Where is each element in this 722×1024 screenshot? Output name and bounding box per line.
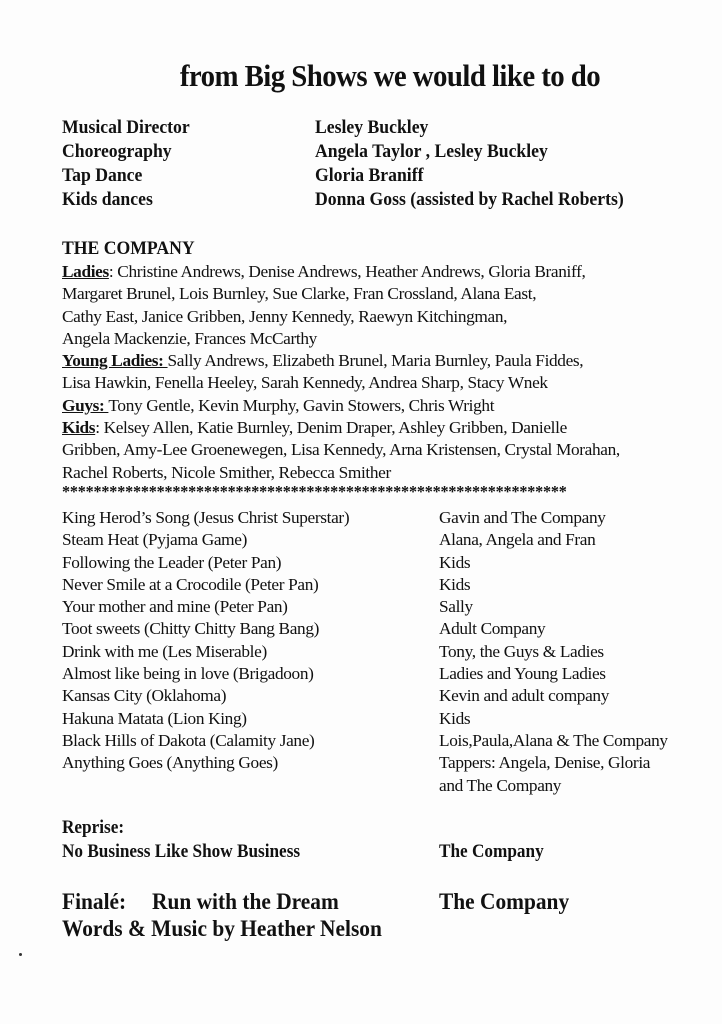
company-line bbox=[62, 283, 722, 305]
member-names: Tony Gentle, Kevin Murphy, Gavin Stowers, Chris Wright bbox=[108, 395, 495, 415]
finale-label: Finalé: bbox=[62, 889, 127, 914]
song-title: Hakuna Matata (Lion King) bbox=[62, 708, 247, 728]
member-names: : Christine Andrews, Denise Andrews, Heather Andrews, Gloria Braniff, bbox=[108, 262, 586, 281]
song-row bbox=[62, 618, 712, 640]
credit-row bbox=[62, 165, 702, 189]
song-row bbox=[62, 507, 712, 529]
song-title: Never Smile at a Crocodile (Peter Pan) bbox=[62, 574, 319, 594]
member-names: Lisa Hawkin, Fenella Heeley, Sarah Kennedy, Andrea Sharp, Stacy Wnek bbox=[62, 373, 548, 393]
song-row bbox=[62, 730, 712, 752]
company-heading-text: THE COMPANY bbox=[62, 238, 195, 259]
song-performer: Sally bbox=[439, 597, 473, 617]
credit-row bbox=[62, 189, 702, 213]
song-performer: Adult Company bbox=[439, 619, 546, 639]
song-row bbox=[62, 708, 712, 730]
song-performer: Kids bbox=[439, 574, 471, 594]
credit-person: Gloria Braniff bbox=[315, 165, 424, 186]
song-performer: Ladies and Young Ladies bbox=[439, 664, 606, 684]
credit-role: Musical Director bbox=[62, 117, 190, 138]
company-line bbox=[62, 439, 722, 461]
finale-section bbox=[62, 889, 712, 943]
credit-role: Kids dances bbox=[62, 189, 153, 210]
reprise-section bbox=[62, 818, 712, 866]
song-row bbox=[62, 663, 712, 685]
reprise-performer: The Company bbox=[439, 842, 544, 862]
song-performer: Alana, Angela and Fran bbox=[439, 530, 596, 550]
member-names: Angela Mackenzie, Frances McCarthy bbox=[62, 328, 317, 348]
finale-credit-text: Words & Music by Heather Nelson bbox=[62, 916, 382, 941]
group-label-young-ladies: Young Ladies: bbox=[62, 351, 168, 371]
credit-role: Choreography bbox=[62, 141, 172, 162]
song-title: Steam Heat (Pyjama Game) bbox=[62, 530, 247, 550]
group-label-ladies: Ladies bbox=[62, 262, 109, 281]
reprise-label-text: Reprise: bbox=[62, 818, 125, 838]
song-title: King Herod’s Song (Jesus Christ Superstar) bbox=[62, 508, 350, 527]
song-row bbox=[62, 752, 712, 797]
song-title: Kansas City (Oklahoma) bbox=[62, 686, 227, 706]
song-performer: Tappers: Angela, Denise, Gloria and The Company bbox=[439, 753, 651, 795]
credit-person: Lesley Buckley bbox=[315, 117, 429, 138]
credit-row bbox=[62, 117, 702, 141]
group-label-guys: Guys: bbox=[62, 395, 109, 415]
song-list bbox=[62, 507, 712, 797]
song-performer: Tony, the Guys & Ladies bbox=[439, 641, 604, 661]
credit-row bbox=[62, 141, 702, 165]
company-heading bbox=[62, 238, 722, 261]
song-title: Following the Leader (Peter Pan) bbox=[62, 552, 282, 572]
member-names: : Kelsey Allen, Katie Burnley, Denim Draper, Ashley Gribben, Danielle bbox=[95, 418, 567, 438]
company-section bbox=[62, 238, 722, 484]
member-names: Margaret Brunel, Lois Burnley, Sue Clarke, Fran Crossland, Alana East, bbox=[62, 284, 537, 304]
paper-speck bbox=[19, 953, 22, 956]
song-performer: Kevin and adult company bbox=[439, 686, 609, 706]
song-title: Toot sweets (Chitty Chitty Bang Bang) bbox=[62, 619, 320, 639]
song-row bbox=[62, 529, 712, 551]
company-line bbox=[62, 306, 722, 328]
song-title: Your mother and mine (Peter Pan) bbox=[62, 597, 288, 617]
finale-row bbox=[62, 889, 712, 916]
song-row bbox=[62, 685, 712, 707]
song-row bbox=[62, 641, 712, 663]
song-title: Black Hills of Dakota (Calamity Jane) bbox=[62, 730, 315, 750]
song-row bbox=[62, 596, 712, 618]
reprise-row bbox=[62, 842, 712, 866]
company-line bbox=[62, 395, 722, 417]
credit-person: Donna Goss (assisted by Rachel Roberts) bbox=[315, 189, 624, 210]
song-title: Anything Goes (Anything Goes) bbox=[62, 753, 278, 773]
company-line bbox=[62, 372, 722, 394]
reprise-label bbox=[62, 818, 712, 842]
page-title: from Big Shows we would like to do bbox=[179, 58, 601, 93]
company-line bbox=[62, 417, 722, 439]
finale-song: Run with the Dream bbox=[152, 889, 339, 914]
member-names: Gribben, Amy-Lee Groenewegen, Lisa Kennedy, Arna Kristensen, Crystal Morahan, bbox=[62, 440, 620, 460]
song-performer: Kids bbox=[439, 552, 471, 572]
song-performer: Kids bbox=[439, 708, 471, 728]
song-row bbox=[62, 574, 712, 596]
song-title: Almost like being in love (Brigadoon) bbox=[62, 664, 314, 684]
group-label-kids: Kids bbox=[62, 418, 96, 438]
reprise-song: No Business Like Show Business bbox=[62, 842, 301, 862]
company-line bbox=[62, 350, 722, 372]
credit-person: Angela Taylor , Lesley Buckley bbox=[315, 141, 548, 162]
company-members bbox=[62, 261, 722, 484]
song-title: Drink with me (Les Miserable) bbox=[62, 641, 267, 661]
song-performer: Gavin and The Company bbox=[439, 508, 606, 527]
company-line bbox=[62, 462, 722, 484]
credit-role: Tap Dance bbox=[62, 165, 143, 186]
song-row bbox=[62, 552, 712, 574]
finale-performer: The Company bbox=[439, 889, 570, 914]
production-credits bbox=[62, 117, 702, 213]
member-names: Cathy East, Janice Gribben, Jenny Kennedy, Raewyn Kitchingman, bbox=[62, 306, 508, 326]
company-line bbox=[62, 261, 722, 283]
finale-credit bbox=[62, 916, 712, 943]
company-line bbox=[62, 328, 722, 350]
song-performer: Lois,Paula,Alana & The Company bbox=[439, 730, 668, 750]
asterisk-separator: **************************************************************** bbox=[62, 482, 567, 501]
member-names: Rachel Roberts, Nicole Smither, Rebecca Smither bbox=[62, 462, 391, 482]
member-names: Sally Andrews, Elizabeth Brunel, Maria Burnley, Paula Fiddes, bbox=[167, 351, 584, 371]
